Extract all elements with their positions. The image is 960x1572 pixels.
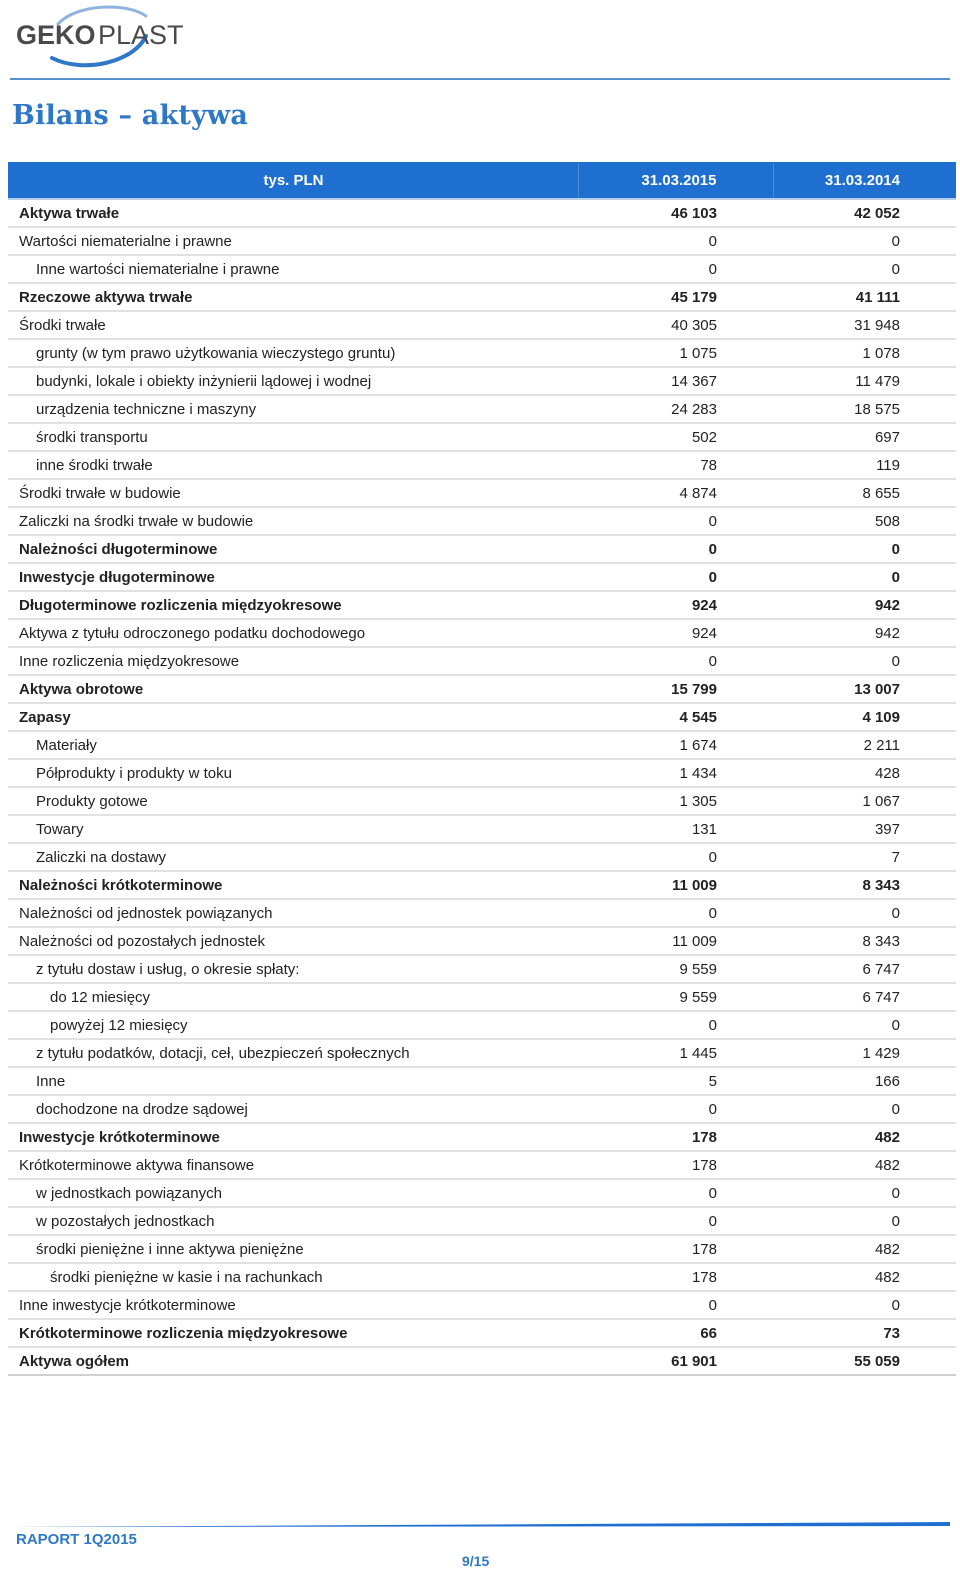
table-row [8,1179,956,1207]
page-number: 9/15 [462,1553,490,1569]
balance-sheet-table [8,162,956,1376]
table-row [8,1123,956,1151]
row-label: z tytułu dostaw i usług, o okresie spłaty: [8,955,578,983]
row-label: Inwestycje krótkoterminowe [8,1123,578,1151]
row-label: Środki trwałe [8,311,578,339]
row-label: Półprodukty i produkty w toku [8,759,578,787]
row-label: Krótkoterminowe rozliczenia międzyokresowe [8,1319,578,1347]
table-row [8,647,956,675]
row-label: Aktywa ogółem [8,1347,578,1375]
row-value-2014: 0 [773,1179,956,1207]
row-value-2014: 0 [773,1291,956,1319]
report-label: RAPORT 1Q2015 [16,1531,137,1548]
row-label: Należności od jednostek powiązanych [8,899,578,927]
table-row [8,843,956,871]
row-value-2015: 178 [578,1263,773,1291]
row-value-2015: 131 [578,815,773,843]
table-row [8,759,956,787]
row-label: dochodzone na drodze sądowej [8,1095,578,1123]
row-value-2015: 14 367 [578,367,773,395]
row-value-2014: 0 [773,563,956,591]
table-row [8,1347,956,1375]
row-label: Inne wartości niematerialne i prawne [8,255,578,283]
page-title: Bilans – aktywa [12,100,249,131]
table-row [8,199,956,227]
row-value-2014: 0 [773,255,956,283]
row-value-2015: 1 445 [578,1039,773,1067]
row-value-2014: 31 948 [773,311,956,339]
footer-divider [10,1521,950,1527]
row-value-2014: 1 067 [773,787,956,815]
row-value-2014: 508 [773,507,956,535]
row-label: Należności długoterminowe [8,535,578,563]
row-value-2015: 66 [578,1319,773,1347]
row-value-2014: 7 [773,843,956,871]
table-row [8,731,956,759]
row-value-2015: 1 434 [578,759,773,787]
row-label: Zapasy [8,703,578,731]
row-value-2014: 6 747 [773,983,956,1011]
table-row [8,1207,956,1235]
table-row [8,1151,956,1179]
table-row [8,1011,956,1039]
row-value-2014: 8 343 [773,927,956,955]
row-label: Środki trwałe w budowie [8,479,578,507]
row-value-2015: 0 [578,1207,773,1235]
row-value-2015: 0 [578,647,773,675]
row-value-2014: 397 [773,815,956,843]
table-row [8,1263,956,1291]
row-value-2014: 6 747 [773,955,956,983]
row-label: powyżej 12 miesięcy [8,1011,578,1039]
table-row [8,283,956,311]
row-value-2014: 482 [773,1235,956,1263]
row-label: Materiały [8,731,578,759]
table-row [8,423,956,451]
row-label: Inne inwestycje krótkoterminowe [8,1291,578,1319]
table-row [8,1291,956,1319]
row-label: w jednostkach powiązanych [8,1179,578,1207]
row-value-2014: 482 [773,1123,956,1151]
table-row [8,1095,956,1123]
table-row [8,535,956,563]
row-value-2014: 428 [773,759,956,787]
row-value-2014: 55 059 [773,1347,956,1375]
table-row [8,1235,956,1263]
row-label: Rzeczowe aktywa trwałe [8,283,578,311]
table-row [8,1067,956,1095]
row-value-2014: 0 [773,227,956,255]
row-value-2014: 41 111 [773,283,956,311]
row-value-2014: 2 211 [773,731,956,759]
table-row [8,451,956,479]
row-label: Towary [8,815,578,843]
row-value-2014: 119 [773,451,956,479]
row-value-2014: 1 429 [773,1039,956,1067]
row-label: Aktywa trwałe [8,199,578,227]
table-header-row [8,162,956,199]
row-label: Inne rozliczenia międzyokresowe [8,647,578,675]
table-row [8,395,956,423]
table-row [8,1039,956,1067]
row-value-2015: 61 901 [578,1347,773,1375]
table-row [8,703,956,731]
row-label: środki transportu [8,423,578,451]
row-value-2015: 924 [578,619,773,647]
row-value-2015: 0 [578,1095,773,1123]
row-value-2014: 482 [773,1263,956,1291]
row-label: do 12 miesięcy [8,983,578,1011]
row-label: Inwestycje długoterminowe [8,563,578,591]
row-value-2014: 482 [773,1151,956,1179]
svg-text:GEKO: GEKO [16,20,96,50]
row-value-2014: 42 052 [773,199,956,227]
row-label: z tytułu podatków, dotacji, ceł, ubezpieczeń społecznych [8,1039,578,1067]
row-label: środki pieniężne i inne aktywa pieniężne [8,1235,578,1263]
table-row [8,983,956,1011]
row-value-2014: 0 [773,1011,956,1039]
table-row [8,339,956,367]
row-value-2014: 0 [773,899,956,927]
row-value-2015: 0 [578,899,773,927]
row-value-2015: 11 009 [578,871,773,899]
row-value-2015: 24 283 [578,395,773,423]
row-value-2014: 18 575 [773,395,956,423]
row-value-2014: 0 [773,535,956,563]
row-value-2014: 1 078 [773,339,956,367]
row-label: budynki, lokale i obiekty inżynierii lądowej i wodnej [8,367,578,395]
row-value-2015: 0 [578,507,773,535]
table-row [8,899,956,927]
row-label: Zaliczki na dostawy [8,843,578,871]
row-value-2015: 4 874 [578,479,773,507]
row-label: Należności od pozostałych jednostek [8,927,578,955]
row-value-2015: 78 [578,451,773,479]
row-value-2015: 1 305 [578,787,773,815]
row-value-2015: 924 [578,591,773,619]
gekoplast-logo-icon [14,2,184,70]
row-label: Produkty gotowe [8,787,578,815]
row-value-2015: 46 103 [578,199,773,227]
row-value-2015: 5 [578,1067,773,1095]
table-row [8,955,956,983]
table-row [8,227,956,255]
row-value-2015: 0 [578,227,773,255]
row-value-2015: 1 075 [578,339,773,367]
row-value-2015: 1 674 [578,731,773,759]
row-value-2015: 9 559 [578,955,773,983]
row-value-2015: 0 [578,255,773,283]
table-row [8,787,956,815]
row-value-2014: 942 [773,619,956,647]
row-value-2015: 40 305 [578,311,773,339]
row-value-2015: 0 [578,563,773,591]
row-value-2014: 13 007 [773,675,956,703]
table-row [8,871,956,899]
row-value-2015: 4 545 [578,703,773,731]
row-label: Należności krótkoterminowe [8,871,578,899]
row-value-2015: 178 [578,1151,773,1179]
row-label: w pozostałych jednostkach [8,1207,578,1235]
table-row [8,479,956,507]
table-row [8,255,956,283]
table-row [8,815,956,843]
gekoplast-logo [14,2,184,70]
row-value-2014: 166 [773,1067,956,1095]
row-value-2014: 0 [773,647,956,675]
table-row [8,1319,956,1347]
row-label: Długoterminowe rozliczenia międzyokresowe [8,591,578,619]
table-row [8,675,956,703]
row-value-2014: 4 109 [773,703,956,731]
row-label: Aktywa z tytułu odroczonego podatku dochodowego [8,619,578,647]
row-label: Zaliczki na środki trwałe w budowie [8,507,578,535]
row-label: Krótkoterminowe aktywa finansowe [8,1151,578,1179]
row-label: inne środki trwałe [8,451,578,479]
row-value-2015: 178 [578,1123,773,1151]
table-row [8,591,956,619]
row-value-2015: 0 [578,843,773,871]
row-value-2014: 697 [773,423,956,451]
row-label: Wartości niematerialne i prawne [8,227,578,255]
row-value-2015: 0 [578,535,773,563]
header-unit: tys. PLN [8,162,578,199]
row-value-2015: 502 [578,423,773,451]
row-label: Aktywa obrotowe [8,675,578,703]
row-value-2015: 0 [578,1011,773,1039]
row-value-2015: 0 [578,1291,773,1319]
header-date-2015: 31.03.2015 [578,162,773,199]
row-value-2015: 0 [578,1179,773,1207]
row-value-2014: 11 479 [773,367,956,395]
row-value-2015: 11 009 [578,927,773,955]
table-row [8,367,956,395]
table-row [8,507,956,535]
row-value-2015: 45 179 [578,283,773,311]
header-date-2014: 31.03.2014 [773,162,956,199]
row-value-2014: 8 655 [773,479,956,507]
row-label: środki pieniężne w kasie i na rachunkach [8,1263,578,1291]
table-row [8,311,956,339]
row-value-2014: 73 [773,1319,956,1347]
table-row [8,927,956,955]
row-value-2014: 0 [773,1207,956,1235]
row-label: Inne [8,1067,578,1095]
row-value-2015: 15 799 [578,675,773,703]
table-row [8,563,956,591]
svg-text:PLAST: PLAST [98,20,184,50]
row-value-2014: 0 [773,1095,956,1123]
row-label: grunty (w tym prawo użytkowania wieczystego gruntu) [8,339,578,367]
row-value-2015: 178 [578,1235,773,1263]
table-row [8,619,956,647]
row-label: urządzenia techniczne i maszyny [8,395,578,423]
header-divider [10,78,950,80]
row-value-2015: 9 559 [578,983,773,1011]
row-value-2014: 942 [773,591,956,619]
row-value-2014: 8 343 [773,871,956,899]
